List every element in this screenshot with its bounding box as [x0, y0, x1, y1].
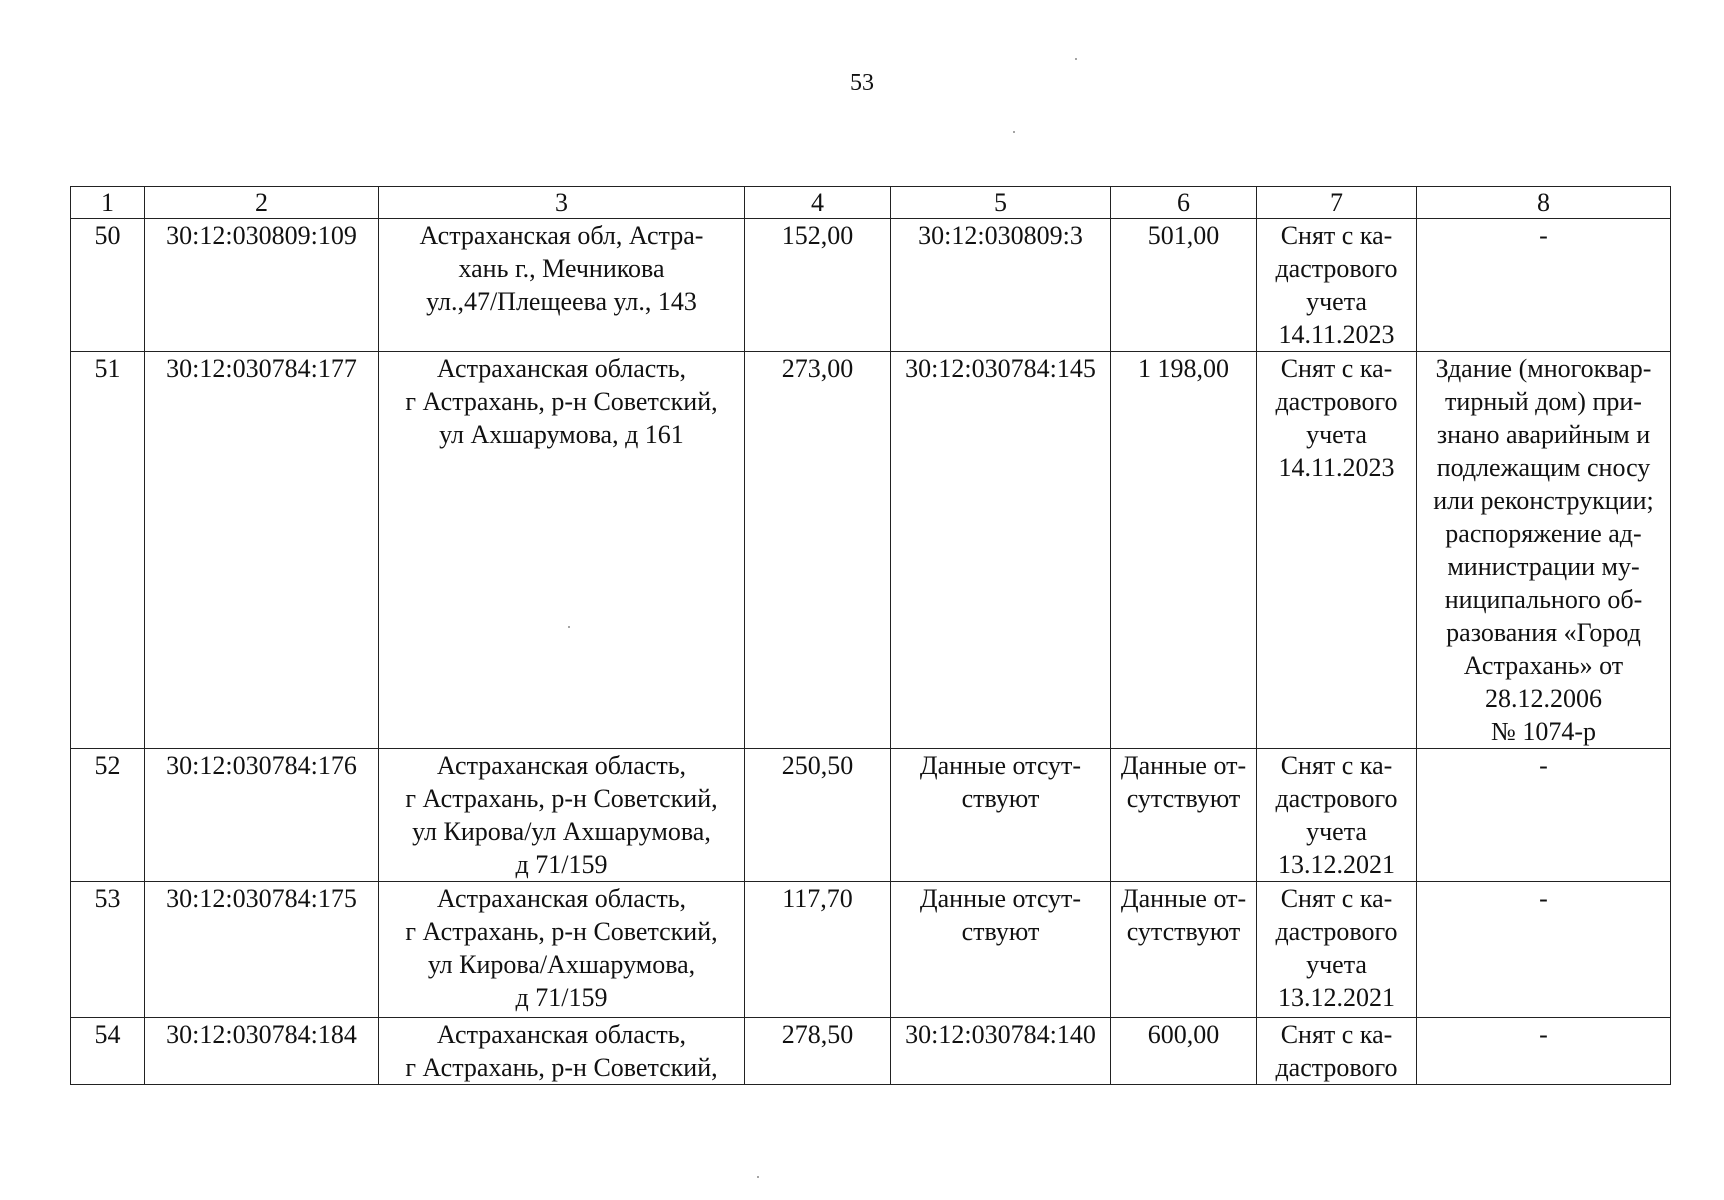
column-header: 2 [145, 187, 379, 219]
table-row [71, 749, 1671, 882]
row-number: 50 [71, 219, 145, 352]
note-cell: - [1417, 1018, 1671, 1085]
column-header: 7 [1257, 187, 1417, 219]
scan-speck [1013, 131, 1015, 133]
land-area-cell: Данные от- сутствуют [1111, 749, 1257, 882]
header-row [71, 187, 1671, 219]
status-cell: Снят с ка- дастрового учета 13.12.2021 [1257, 882, 1417, 1018]
page-number: 53 [850, 70, 874, 96]
land-plot-cell: 30:12:030784:145 [891, 352, 1111, 749]
note-cell: - [1417, 882, 1671, 1018]
land-area-cell: 1 198,00 [1111, 352, 1257, 749]
address-cell: Астраханская обл, Астра- хань г., Мечникова ул.,47/Плещеева ул., 143 [379, 219, 745, 352]
status-cell: Снят с ка- дастрового учета 14.11.2023 [1257, 219, 1417, 352]
address-cell: Астраханская область, г Астрахань, р-н Советский, [379, 1018, 745, 1085]
land-area-cell: 501,00 [1111, 219, 1257, 352]
land-plot-cell: Данные отсут- ствуют [891, 749, 1111, 882]
area-cell: 152,00 [745, 219, 891, 352]
column-header: 5 [891, 187, 1111, 219]
land-area-cell: 600,00 [1111, 1018, 1257, 1085]
cadastral-number: 30:12:030809:109 [145, 219, 379, 352]
area-cell: 117,70 [745, 882, 891, 1018]
column-header: 8 [1417, 187, 1671, 219]
cadastral-number: 30:12:030784:176 [145, 749, 379, 882]
land-plot-cell: Данные отсут- ствуют [891, 882, 1111, 1018]
cadastral-number: 30:12:030784:177 [145, 352, 379, 749]
note-cell: Здание (многоквар- тирный дом) при- знано аварийным и подлежащим сносу или реконструкции; распоряжение ад- министрации му- ниципального об- разования «Город Астрахань» от 28.12.2006 № 1074-р [1417, 352, 1671, 749]
row-number: 54 [71, 1018, 145, 1085]
address-cell: Астраханская область, г Астрахань, р-н Советский, ул Кирова/Ахшарумова, д 71/159 [379, 882, 745, 1018]
address-cell: Астраханская область, г Астрахань, р-н Советский, ул Ахшарумова, д 161 [379, 352, 745, 749]
column-header: 4 [745, 187, 891, 219]
cadastral-number: 30:12:030784:175 [145, 882, 379, 1018]
table-row [71, 219, 1671, 352]
column-header: 3 [379, 187, 745, 219]
note-cell: - [1417, 749, 1671, 882]
land-area-cell: Данные от- сутствуют [1111, 882, 1257, 1018]
column-header: 1 [71, 187, 145, 219]
cadastral-number: 30:12:030784:184 [145, 1018, 379, 1085]
area-cell: 278,50 [745, 1018, 891, 1085]
address-cell: Астраханская область, г Астрахань, р-н Советский, ул Кирова/ул Ахшарумова, д 71/159 [379, 749, 745, 882]
table-row [71, 352, 1671, 749]
scan-speck [568, 626, 570, 628]
status-cell: Снят с ка- дастрового учета 14.11.2023 [1257, 352, 1417, 749]
row-number: 53 [71, 882, 145, 1018]
status-cell: Снят с ка- дастрового учета 13.12.2021 [1257, 749, 1417, 882]
land-plot-cell: 30:12:030784:140 [891, 1018, 1111, 1085]
area-cell: 273,00 [745, 352, 891, 749]
land-plot-cell: 30:12:030809:3 [891, 219, 1111, 352]
scan-speck [1075, 58, 1077, 60]
row-number: 52 [71, 749, 145, 882]
table-row [71, 882, 1671, 1018]
area-cell: 250,50 [745, 749, 891, 882]
note-cell: - [1417, 219, 1671, 352]
status-cell: Снят с ка- дастрового [1257, 1018, 1417, 1085]
scan-speck [757, 1176, 759, 1178]
register-table [70, 186, 1671, 1085]
row-number: 51 [71, 352, 145, 749]
column-header: 6 [1111, 187, 1257, 219]
table-row [71, 1018, 1671, 1085]
